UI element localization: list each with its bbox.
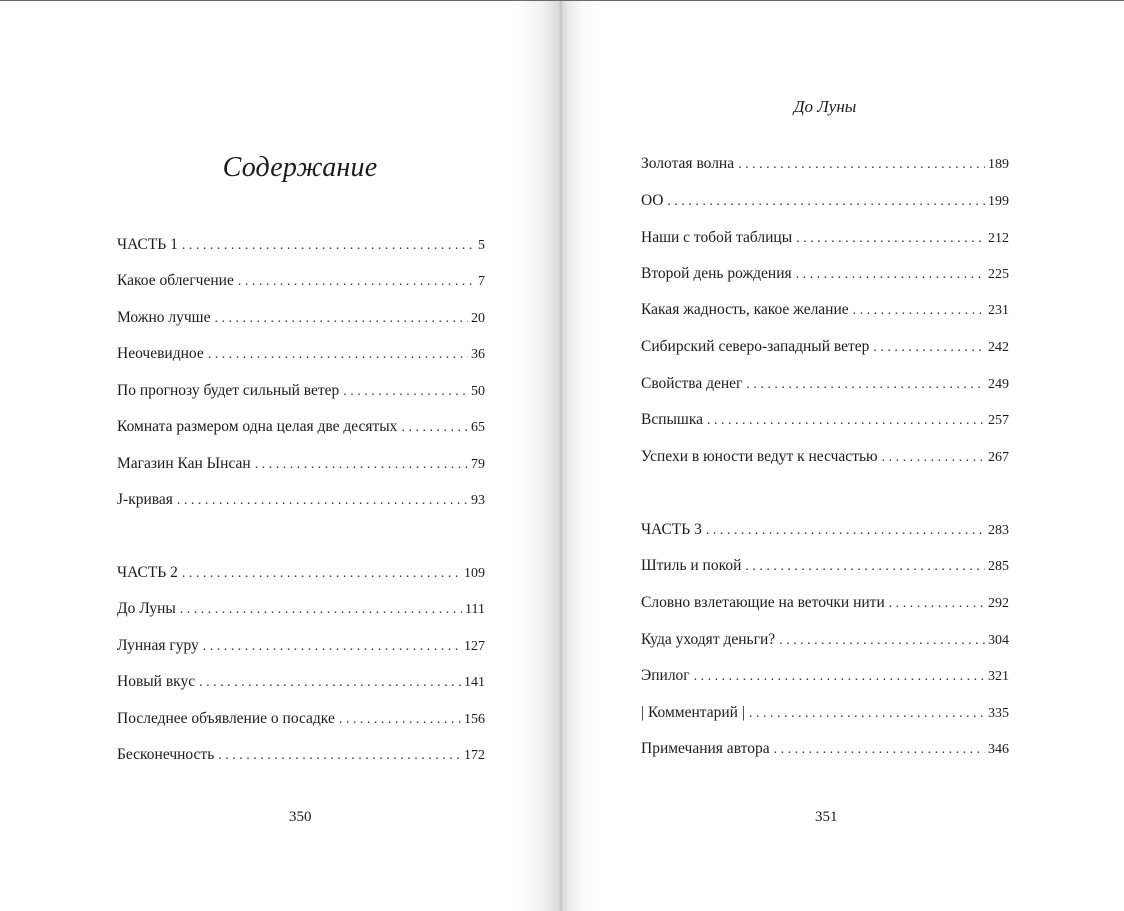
- toc-entry[interactable]: [117, 709, 485, 729]
- toc-entry-label: Успехи в юности ведут к несчастью: [641, 448, 878, 465]
- toc-entry-label: Второй день рождения: [641, 265, 792, 282]
- toc-entry-label: Вспышка: [641, 411, 704, 428]
- toc-entry-page: 285: [988, 559, 1009, 574]
- toc-entry[interactable]: [641, 300, 1009, 320]
- toc-entry[interactable]: [117, 381, 485, 401]
- toc-leader-dots: [339, 710, 461, 729]
- toc-entry-label: Штиль и покой: [641, 557, 742, 574]
- toc-leader-dots: [667, 192, 985, 211]
- toc-entry-page: 93: [471, 493, 485, 508]
- toc-entry-label: Куда уходят деньги?: [641, 631, 776, 648]
- toc-entry-page: 141: [464, 675, 485, 690]
- toc-entry-page: 304: [988, 633, 1009, 648]
- toc-leader-dots: [214, 309, 468, 328]
- toc-leader-dots: [853, 301, 985, 320]
- toc-entry-page: 225: [988, 267, 1009, 282]
- toc-leader-dots: [182, 236, 475, 255]
- toc-leader-dots: [796, 265, 985, 284]
- toc-entry-label: Новый вкус: [117, 673, 196, 690]
- toc-entry-label: ЧАСТЬ 2: [117, 564, 178, 581]
- toc-entry-label: Словно взлетающие на веточки нити: [641, 594, 885, 611]
- toc-entry[interactable]: [641, 630, 1009, 650]
- toc-entry-label: Сибирский северо-западный ветер: [641, 338, 870, 355]
- toc-entry[interactable]: [641, 447, 1009, 467]
- toc-leader-dots: [779, 631, 985, 650]
- toc-entry-page: 249: [988, 377, 1009, 392]
- toc-entry-page: 335: [988, 706, 1009, 721]
- toc-leader-dots: [255, 455, 468, 474]
- toc-leader-dots: [706, 521, 985, 540]
- toc-entry-label: Какое облегчение: [117, 272, 234, 289]
- toc-leader-dots: [218, 746, 461, 765]
- toc-entry-page: 292: [988, 596, 1009, 611]
- toc-entry[interactable]: [117, 454, 485, 474]
- book-gutter: [558, 1, 564, 911]
- toc-leader-dots: [774, 740, 985, 759]
- toc-entry-page: 267: [988, 450, 1009, 465]
- toc-entry-page: 7: [478, 274, 485, 289]
- toc-entry-page: 36: [471, 347, 485, 362]
- toc-entry[interactable]: [117, 344, 485, 364]
- toc-entry[interactable]: [117, 271, 485, 291]
- toc-entry-label: OO: [641, 192, 664, 209]
- toc-entry-label: Лунная гуру: [117, 637, 199, 654]
- toc-entry-label: Наши с тобой таблицы: [641, 229, 793, 246]
- toc-leader-dots: [707, 411, 985, 430]
- toc-entry[interactable]: [117, 672, 485, 692]
- toc-entry-label: Золотая волна: [641, 155, 735, 172]
- toc-entry-page: 212: [988, 231, 1009, 246]
- toc-leader-dots: [203, 637, 461, 656]
- toc-entry[interactable]: [117, 417, 485, 437]
- toc-entry-label: Свойства денег: [641, 375, 743, 392]
- running-head: До Луны: [793, 97, 857, 116]
- toc-leader-dots: [796, 229, 985, 248]
- toc-entry-page: 346: [988, 742, 1009, 757]
- toc-leader-dots: [745, 557, 985, 576]
- toc-part-heading[interactable]: [117, 563, 485, 583]
- toc-leader-dots: [694, 667, 985, 686]
- toc-entry[interactable]: [117, 308, 485, 328]
- toc-entry-page: 283: [988, 523, 1009, 538]
- toc-entry[interactable]: [641, 703, 1009, 723]
- toc-leader-dots: [749, 704, 985, 723]
- toc-entry-page: 5: [478, 238, 485, 253]
- toc-entry[interactable]: [117, 599, 485, 619]
- toc-entry-page: 50: [471, 384, 485, 399]
- toc-entry-label: Эпилог: [641, 667, 690, 684]
- toc-entry-page: 321: [988, 669, 1009, 684]
- toc-entry-page: 156: [464, 712, 485, 727]
- toc-entry[interactable]: [641, 154, 1009, 174]
- toc-leader-dots: [238, 272, 475, 291]
- toc-entry-label: Можно лучше: [117, 309, 211, 326]
- toc-entry-page: 20: [471, 311, 485, 326]
- toc-entry-page: 199: [988, 194, 1009, 209]
- toc-entry[interactable]: [117, 490, 485, 510]
- toc-leader-dots: [738, 155, 985, 174]
- toc-entry[interactable]: [641, 374, 1009, 394]
- toc-entry-page: 257: [988, 413, 1009, 428]
- toc-entry[interactable]: [641, 410, 1009, 430]
- toc-entry-page: 109: [464, 566, 485, 581]
- toc-entry[interactable]: [641, 191, 1009, 211]
- toc-entry[interactable]: [117, 636, 485, 656]
- toc-leader-dots: [343, 382, 468, 401]
- toc-entry[interactable]: [641, 739, 1009, 759]
- toc-entry[interactable]: [641, 337, 1009, 357]
- toc-part-heading[interactable]: [641, 520, 1009, 540]
- toc-entry-label: Неочевидное: [117, 345, 204, 362]
- toc-entry-page: 231: [988, 303, 1009, 318]
- toc-leader-dots: [177, 491, 468, 510]
- toc-entry-label: Бесконечность: [117, 746, 215, 763]
- page-number-left: 350: [289, 809, 312, 825]
- toc-leader-dots: [746, 375, 985, 394]
- toc-entry-label: По прогнозу будет сильный ветер: [117, 382, 340, 399]
- toc-entry[interactable]: [641, 593, 1009, 613]
- toc-entry[interactable]: [641, 228, 1009, 248]
- toc-entry-page: 189: [988, 157, 1009, 172]
- toc-title: Содержание: [222, 152, 378, 183]
- toc-entry[interactable]: [641, 264, 1009, 284]
- toc-entry[interactable]: [641, 556, 1009, 576]
- toc-entry-label: Примечания автора: [641, 740, 770, 757]
- toc-entry[interactable]: [641, 666, 1009, 686]
- toc-entry-label: Магазин Кан Ынсан: [117, 455, 251, 472]
- toc-entry-label: ЧАСТЬ 1: [117, 236, 178, 253]
- toc-entry-page: 242: [988, 340, 1009, 355]
- toc-leader-dots: [182, 564, 461, 583]
- toc-leader-dots: [199, 673, 461, 692]
- toc-entry-label: Какая жадность, какое желание: [641, 301, 849, 318]
- toc-leader-dots: [401, 418, 468, 437]
- toc-entry-page: 111: [465, 602, 485, 617]
- toc-entry-page: 127: [464, 639, 485, 654]
- toc-entry-label: Последнее объявление о посадке: [117, 710, 335, 727]
- page-number-right: 351: [815, 809, 838, 825]
- toc-entry-page: 65: [471, 420, 485, 435]
- toc-leader-dots: [873, 338, 985, 357]
- toc-part-heading[interactable]: [117, 235, 485, 255]
- toc-entry-label: Комната размером одна целая две десятых: [117, 418, 398, 435]
- toc-entry-page: 172: [464, 748, 485, 763]
- toc-entry-page: 79: [471, 457, 485, 472]
- toc-leader-dots: [208, 345, 468, 364]
- toc-leader-dots: [882, 448, 985, 467]
- toc-entry-label: До Луны: [117, 600, 176, 617]
- toc-entry-label: | Комментарий |: [641, 704, 745, 721]
- toc-leader-dots: [889, 594, 985, 613]
- toc-entry[interactable]: [117, 745, 485, 765]
- toc-entry-label: J-кривая: [117, 491, 173, 508]
- toc-entry-label: ЧАСТЬ 3: [641, 521, 702, 538]
- toc-leader-dots: [180, 600, 462, 619]
